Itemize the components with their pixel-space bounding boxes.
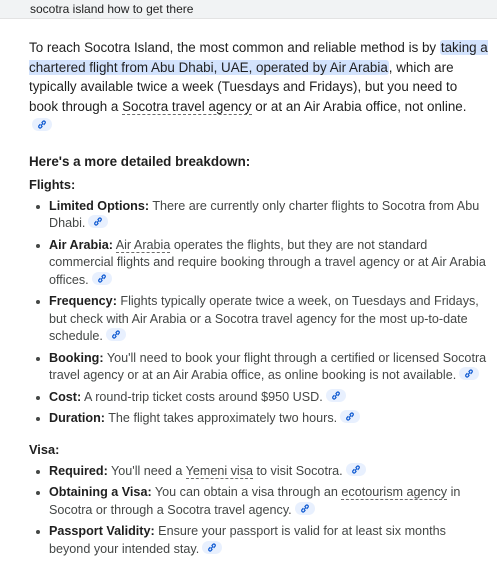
item-text: There are currently only charter flights to Socotra from Abu Dhabi. xyxy=(49,198,480,230)
link-icon xyxy=(93,217,103,226)
source-link-button[interactable] xyxy=(346,463,366,476)
item-text: to visit Socotra. xyxy=(253,463,343,478)
source-link-button[interactable] xyxy=(202,541,222,554)
link-icon xyxy=(331,391,341,400)
link-icon xyxy=(345,412,355,421)
intro-text: , which are typically available twice a week (Tuesdays and Fridays), but you need to book through a xyxy=(29,59,458,114)
link-icon xyxy=(300,504,310,513)
list-item xyxy=(49,389,489,407)
item-label: Required: xyxy=(49,463,108,478)
list-item xyxy=(49,198,489,233)
intro-text: To reach Socotra Island, the most common and reliable method is by xyxy=(29,40,440,55)
list-item xyxy=(49,523,489,558)
item-text: Ensure your passport is valid for at least six months beyond your intended stay. xyxy=(49,524,446,556)
ai-overview-content xyxy=(29,38,489,562)
item-text: You can obtain a visa through an xyxy=(151,485,342,499)
item-label: Passport Validity: xyxy=(49,524,155,538)
intro-paragraph xyxy=(29,38,489,136)
source-link-button[interactable] xyxy=(326,389,346,402)
source-link-button[interactable] xyxy=(106,328,126,341)
item-text: A round-trip ticket costs around $950 USD. xyxy=(81,389,323,404)
item-text: operates the flights, but they are not standard commercial flights and require booking through a travel agency or at Air Arabia offices. xyxy=(49,237,486,287)
source-link-button[interactable] xyxy=(92,272,112,285)
search-bar[interactable] xyxy=(0,0,497,19)
list-item xyxy=(49,463,489,481)
intro-highlight[interactable]: taking a chartered flight from Abu Dhabi, UAE, operated by Air Arabia xyxy=(29,40,488,75)
visa-heading: Visa: xyxy=(29,441,60,457)
source-link-button[interactable] xyxy=(295,502,315,515)
item-label: Frequency: xyxy=(49,294,117,308)
item-text: You'll need to book your flight through a certified or licensed Socotra travel agency or at an Air Arabia office, as online booking is not available. xyxy=(49,350,487,382)
item-label: Duration: xyxy=(49,411,105,425)
link-icon xyxy=(97,274,107,283)
list-item xyxy=(49,350,489,385)
visa-list xyxy=(29,463,489,559)
list-item xyxy=(49,237,489,290)
intro-text: or at an Air Arabia office, not online. xyxy=(251,98,467,114)
yemeni-visa-link[interactable]: Yemeni visa xyxy=(185,463,254,478)
ecotourism-agency-link[interactable]: ecotourism agency xyxy=(341,485,448,499)
link-icon xyxy=(111,330,121,339)
source-link-button[interactable] xyxy=(340,410,360,423)
search-query[interactable]: socotra island how to get there xyxy=(30,2,194,16)
item-label: Air Arabia: xyxy=(49,237,113,252)
list-item xyxy=(49,484,489,519)
list-item xyxy=(49,293,489,346)
breakdown-heading: Here's a more detailed breakdown: xyxy=(29,153,251,169)
item-text: The flight takes approximately two hours. xyxy=(104,411,338,425)
list-item xyxy=(49,410,489,428)
item-label: Limited Options: xyxy=(49,198,150,213)
source-link-button[interactable] xyxy=(88,215,108,228)
socotra-travel-agency-link[interactable]: Socotra travel agency xyxy=(122,98,252,114)
flights-list xyxy=(29,198,489,428)
item-label: Obtaining a Visa: xyxy=(49,485,152,499)
link-icon xyxy=(37,120,47,129)
item-text: Flights typically operate twice a week, on Tuesdays and Fridays, but check with Air Arabia or a Socotra travel agency for the most up-to-date schedule. xyxy=(49,294,479,343)
item-label: Booking: xyxy=(49,350,104,365)
item-label: Cost: xyxy=(49,389,82,404)
link-icon xyxy=(207,543,217,552)
air-arabia-link[interactable]: Air Arabia xyxy=(115,237,171,252)
link-icon xyxy=(351,465,361,474)
source-link-button[interactable] xyxy=(32,118,52,131)
item-text: You'll need a xyxy=(107,463,186,478)
source-link-button[interactable] xyxy=(459,367,479,380)
link-icon xyxy=(464,369,474,378)
flights-heading: Flights: xyxy=(29,176,76,192)
item-text: in Socotra or through a Socotra travel agency. xyxy=(49,485,461,517)
